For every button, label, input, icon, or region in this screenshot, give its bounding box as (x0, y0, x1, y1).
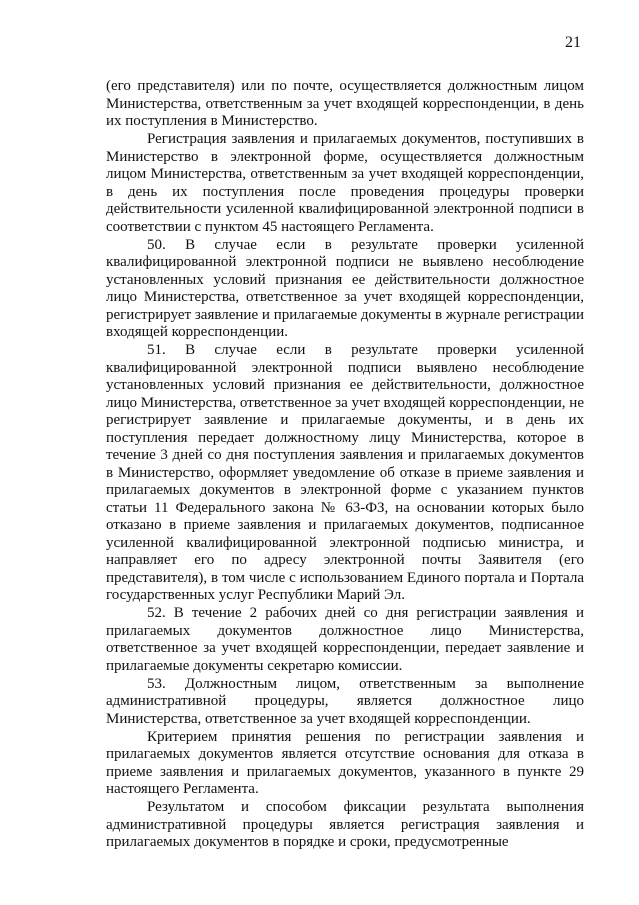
paragraph-decision-criterion: Критерием принятия решения по регистрации заявления и прилагаемых документов является отсутствие основания для отказа в приеме заявления и прилагаемых документов, указанного в пункте 29 настоящего Регламента. (106, 728, 584, 797)
paragraph-result: Результатом и способом фиксации результата выполнения административной процедуры является регистрация заявления и прилагаемых документов в порядке и сроки, предусмотренные (106, 799, 584, 850)
page-number: 21 (565, 34, 581, 51)
document-body (106, 78, 584, 852)
paragraph-item-53: 53. Должностным лицом, ответственным за выполнение административной процедуры, является должностное лицо Министерства, ответственное за учет входящей корреспонденции. (106, 675, 584, 727)
paragraph-item-52: 52. В течение 2 рабочих дней со дня регистрации заявления и прилагаемых документов должностное лицо Министерства, ответственное за учет входящей корреспонденции, передает заявление и прилагаемые документы секретарю комиссии. (106, 605, 584, 674)
paragraph-item-51: 51. В случае если в результате проверки усиленной квалифицированной электронной подписи выявлено несоблюдение установленных условий признания ее действительности, должностное лицо Министерства, ответственное за учет входящей корреспонденции, не регистрирует заявление и прилагаемые документы, и в день их поступления передает должностному лицу Министерства, которое в течение 3 дней со дня поступления заявления и прилагаемых документов в Министерство, оформляет уведомление об отказе в приеме заявления и прилагаемых документов в электронной форме с указанием пунктов статьи 11 Федерального закона № 63-ФЗ, на основании которых было отказано в приеме заявления и прилагаемых документов, подписанное усиленной квалифицированной электронной подписью министра, и направляет его по адресу электронной почты Заявителя (его представителя), в том числе с использованием Единого портала и Портала государственных услуг Республики Марий Эл. (106, 342, 584, 603)
paragraph-continuation: (его представителя) или по почте, осуществляется должностным лицом Министерства, ответственным за учет входящей корреспонденции, в день их поступления в Министерство. (106, 78, 584, 129)
paragraph-item-50: 50. В случае если в результате проверки усиленной квалифицированной электронной подписи не выявлено несоблюдение установленных условий признания ее действительности должностное лицо Министерства, ответственное за учет входящей корреспонденции, регистрирует заявление и прилагаемые документы в журнале регистрации входящей корреспонденции. (106, 236, 584, 340)
paragraph-electronic-registration: Регистрация заявления и прилагаемых документов, поступивших в Министерство в электронной форме, осуществляется должностным лицом Министерства, ответственным за учет входящей корреспонденции, в день их поступления после проведения процедуры проверки действительности усиленной квалифицированной электронной подписи в соответствии с пунктом 45 настоящего Регламента. (106, 131, 584, 235)
